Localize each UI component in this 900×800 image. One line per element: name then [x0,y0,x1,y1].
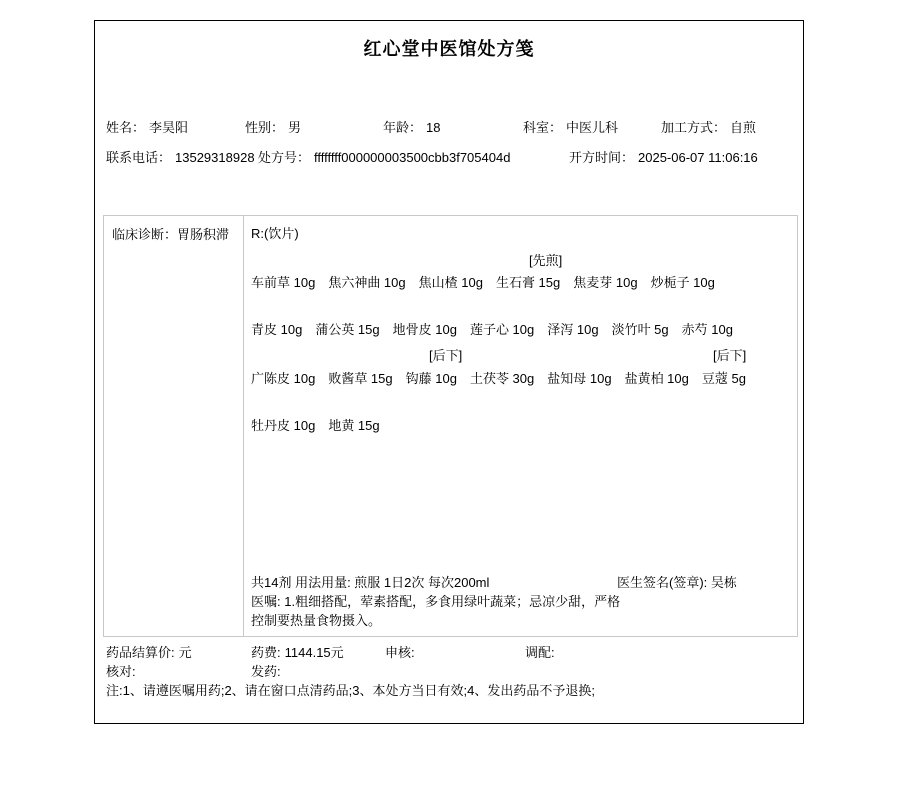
medical-instructions-line1: 医嘱: 1.粗细搭配，荤素搭配，多食用绿叶蔬菜；忌凉少甜，严格 [251,594,621,609]
field-label: 加工方式： [661,120,727,135]
herb-line [251,418,380,434]
herb-item: 赤芍 10g [681,322,733,337]
diagnosis-value: 胃肠积滞 [177,227,230,242]
herb-item: 车前草 10g [251,275,316,290]
field-label: 年龄： [383,120,423,135]
herb-item: 焦六神曲 10g [328,275,406,290]
field-label: 姓名： [106,120,146,135]
herb-item: 盐黄柏 10g [624,371,689,386]
decoction-label-xianjian: [先煎] [529,253,563,268]
herb-line [251,275,715,291]
herb-item: 青皮 10g [251,322,303,337]
field-value: 18 [426,120,441,135]
herb-line [251,322,733,338]
field-prescription-number [258,150,510,166]
field-phone [106,150,255,166]
field-value: 元 [178,645,192,660]
clinical-diagnosis-cell [104,216,244,636]
field-label: 药品结算价: [106,645,175,660]
field-label: 申核: [385,645,415,660]
field-check [106,664,140,680]
field-label: 联系电话： [106,150,172,165]
field-value: 李昊阳 [149,120,189,135]
field-label: 发药: [251,664,281,679]
field-value: 1144.15元 [284,645,344,660]
field-patient-name [106,120,188,136]
herb-item: 败酱草 15g [328,371,393,386]
page-title: 红心堂中医馆处方笺 [363,39,535,59]
field-label: 处方号： [258,150,311,165]
herb-item: 钩藤 10g [405,371,457,386]
prescription-table [103,215,798,637]
field-label: 调配: [525,645,555,660]
herb-item: 焦麦芽 10g [573,275,638,290]
field-value: 自煎 [730,120,757,135]
field-processing-method [661,120,756,136]
field-value: 男 [288,120,302,135]
field-label: 核对: [106,664,136,679]
decoction-label-houxia: [后下] [713,348,747,363]
herb-item: 炒栀子 10g [650,275,715,290]
herb-item: 淡竹叶 5g [611,322,669,337]
herb-line [251,371,746,387]
field-value: ffffffff000000003500cbb3f705404d [314,150,511,165]
doctor-signature: 医生签名(签章): 吴栋 [617,575,737,590]
herb-item: 广陈皮 10g [251,371,316,386]
field-value: 中医儿科 [566,120,619,135]
field-settlement-price [106,645,192,661]
herb-item: 蒲公英 15g [315,322,380,337]
herb-item: 牡丹皮 10g [251,418,316,433]
field-value: 2025-06-07 11:06:16 [638,150,758,165]
field-medicine-fee [251,645,344,661]
field-label: 药费: [251,645,281,660]
herb-item: 生石膏 15g [495,275,561,290]
prescription-content-cell [244,216,797,636]
field-dispense [251,664,285,680]
herb-item: 盐知母 10g [547,371,612,386]
herb-item: 土茯苓 30g [469,371,535,386]
footer-note: 注:1、请遵医嘱用药;2、请在窗口点清药品;3、本处方当日有效;4、发出药品不予退换; [106,683,595,698]
herb-item: 地黄 15g [328,418,380,433]
prescription-sheet [94,20,804,724]
herb-item: 地骨皮 10g [392,322,457,337]
field-age [383,120,440,136]
medical-instructions-line2: 控制要热量食物摄入。 [251,613,382,628]
field-label: 科室： [523,120,563,135]
field-department [523,120,618,136]
herb-item: 焦山楂 10g [418,275,483,290]
field-prepare [525,645,559,661]
field-value: 13529318928 [175,150,255,165]
rx-type-header: R:(饮片) [251,226,299,241]
field-review [385,645,419,661]
herb-item: 泽泻 10g [547,322,599,337]
usage-dosage-line: 共14剂 用法用量: 煎服 1日2次 每次200ml [251,575,490,590]
decoction-label-houxia: [后下] [429,348,463,363]
field-gender [245,120,301,136]
herb-item: 豆蔻 5g [701,371,746,386]
herb-item: 莲子心 10g [469,322,535,337]
diagnosis-label: 临床诊断： [112,227,178,242]
field-label: 开方时间： [569,150,635,165]
field-label: 性别： [245,120,285,135]
field-issue-time [569,150,758,166]
